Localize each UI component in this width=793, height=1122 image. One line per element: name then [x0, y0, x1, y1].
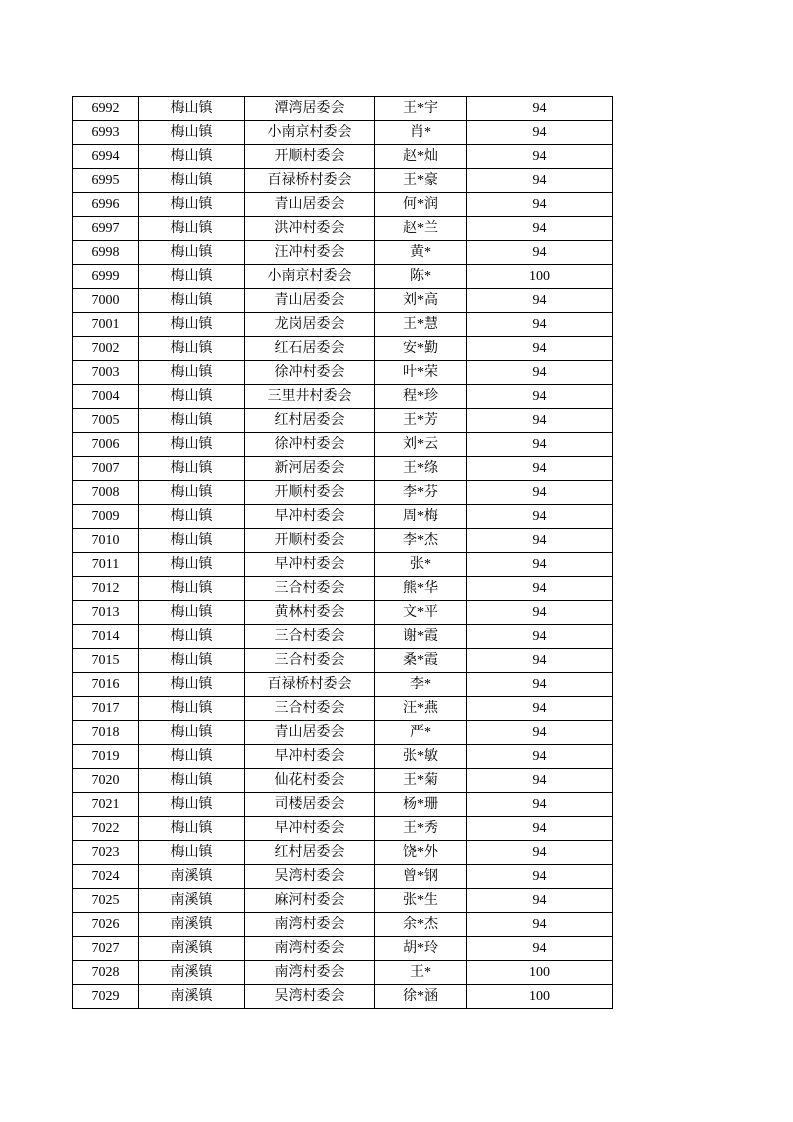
cell-town: 梅山镇 [139, 121, 245, 145]
cell-town: 梅山镇 [139, 289, 245, 313]
cell-score: 94 [467, 433, 613, 457]
cell-village-committee: 三里井村委会 [245, 385, 375, 409]
cell-person-name: 汪*燕 [375, 697, 467, 721]
cell-number: 6993 [73, 121, 139, 145]
table-row [73, 913, 613, 937]
table-row [73, 457, 613, 481]
cell-village-committee: 早冲村委会 [245, 817, 375, 841]
cell-number: 7006 [73, 433, 139, 457]
cell-score: 94 [467, 337, 613, 361]
cell-number: 6994 [73, 145, 139, 169]
cell-town: 梅山镇 [139, 385, 245, 409]
cell-person-name: 王*秀 [375, 817, 467, 841]
cell-town: 梅山镇 [139, 553, 245, 577]
cell-number: 7011 [73, 553, 139, 577]
cell-village-committee: 开顺村委会 [245, 145, 375, 169]
cell-town: 南溪镇 [139, 985, 245, 1009]
cell-town: 梅山镇 [139, 577, 245, 601]
cell-score: 94 [467, 841, 613, 865]
cell-village-committee: 青山居委会 [245, 193, 375, 217]
cell-score: 94 [467, 913, 613, 937]
cell-person-name: 王*菊 [375, 769, 467, 793]
cell-person-name: 肖* [375, 121, 467, 145]
cell-score: 94 [467, 697, 613, 721]
cell-town: 梅山镇 [139, 769, 245, 793]
cell-person-name: 严* [375, 721, 467, 745]
cell-score: 94 [467, 673, 613, 697]
cell-score: 94 [467, 361, 613, 385]
cell-person-name: 张*敏 [375, 745, 467, 769]
cell-score: 94 [467, 385, 613, 409]
table-row [73, 673, 613, 697]
cell-number: 6995 [73, 169, 139, 193]
table-row [73, 145, 613, 169]
cell-town: 梅山镇 [139, 193, 245, 217]
cell-town: 梅山镇 [139, 481, 245, 505]
table-row [73, 313, 613, 337]
cell-town: 梅山镇 [139, 361, 245, 385]
cell-number: 7026 [73, 913, 139, 937]
cell-score: 94 [467, 601, 613, 625]
table-row [73, 841, 613, 865]
cell-score: 94 [467, 241, 613, 265]
cell-village-committee: 青山居委会 [245, 721, 375, 745]
table-row [73, 241, 613, 265]
cell-village-committee: 红村居委会 [245, 841, 375, 865]
cell-person-name: 杨*珊 [375, 793, 467, 817]
cell-score: 94 [467, 553, 613, 577]
cell-town: 梅山镇 [139, 601, 245, 625]
cell-person-name: 徐*涵 [375, 985, 467, 1009]
cell-number: 7016 [73, 673, 139, 697]
cell-village-committee: 吴湾村委会 [245, 985, 375, 1009]
cell-person-name: 黄* [375, 241, 467, 265]
cell-person-name: 王*豪 [375, 169, 467, 193]
cell-town: 梅山镇 [139, 673, 245, 697]
cell-town: 梅山镇 [139, 457, 245, 481]
cell-person-name: 李*芬 [375, 481, 467, 505]
cell-town: 梅山镇 [139, 313, 245, 337]
cell-person-name: 程*珍 [375, 385, 467, 409]
cell-person-name: 王*慧 [375, 313, 467, 337]
cell-town: 梅山镇 [139, 241, 245, 265]
records-table [72, 96, 613, 1009]
cell-number: 7008 [73, 481, 139, 505]
cell-village-committee: 徐冲村委会 [245, 433, 375, 457]
cell-number: 6992 [73, 97, 139, 121]
cell-score: 100 [467, 961, 613, 985]
table-row [73, 385, 613, 409]
cell-number: 7023 [73, 841, 139, 865]
table-row [73, 169, 613, 193]
table-row [73, 481, 613, 505]
cell-town: 梅山镇 [139, 433, 245, 457]
cell-person-name: 李* [375, 673, 467, 697]
table-row [73, 193, 613, 217]
cell-town: 梅山镇 [139, 169, 245, 193]
cell-number: 7012 [73, 577, 139, 601]
cell-score: 94 [467, 721, 613, 745]
cell-number: 7005 [73, 409, 139, 433]
table-row [73, 577, 613, 601]
table-row [73, 889, 613, 913]
cell-score: 94 [467, 529, 613, 553]
cell-village-committee: 麻河村委会 [245, 889, 375, 913]
cell-town: 南溪镇 [139, 913, 245, 937]
cell-number: 7024 [73, 865, 139, 889]
cell-person-name: 叶*荣 [375, 361, 467, 385]
table-row [73, 793, 613, 817]
cell-number: 7025 [73, 889, 139, 913]
cell-number: 7028 [73, 961, 139, 985]
cell-village-committee: 早冲村委会 [245, 505, 375, 529]
table-row [73, 289, 613, 313]
cell-person-name: 张* [375, 553, 467, 577]
cell-score: 94 [467, 289, 613, 313]
cell-number: 7027 [73, 937, 139, 961]
cell-village-committee: 红石居委会 [245, 337, 375, 361]
cell-person-name: 熊*华 [375, 577, 467, 601]
cell-score: 94 [467, 145, 613, 169]
cell-village-committee: 开顺村委会 [245, 481, 375, 505]
cell-town: 梅山镇 [139, 841, 245, 865]
table-body [73, 97, 613, 1009]
cell-number: 7010 [73, 529, 139, 553]
cell-village-committee: 龙岗居委会 [245, 313, 375, 337]
cell-village-committee: 司楼居委会 [245, 793, 375, 817]
table-row [73, 265, 613, 289]
cell-number: 7009 [73, 505, 139, 529]
table-row [73, 649, 613, 673]
cell-town: 梅山镇 [139, 97, 245, 121]
cell-number: 7002 [73, 337, 139, 361]
cell-town: 梅山镇 [139, 529, 245, 553]
cell-score: 94 [467, 121, 613, 145]
cell-person-name: 余*杰 [375, 913, 467, 937]
cell-number: 7007 [73, 457, 139, 481]
table-row [73, 409, 613, 433]
cell-score: 94 [467, 217, 613, 241]
cell-village-committee: 青山居委会 [245, 289, 375, 313]
cell-number: 7019 [73, 745, 139, 769]
cell-person-name: 刘*高 [375, 289, 467, 313]
cell-person-name: 李*杰 [375, 529, 467, 553]
cell-score: 94 [467, 505, 613, 529]
cell-score: 94 [467, 97, 613, 121]
table-row [73, 817, 613, 841]
cell-person-name: 赵*兰 [375, 217, 467, 241]
table-row [73, 721, 613, 745]
cell-number: 7014 [73, 625, 139, 649]
cell-village-committee: 洪冲村委会 [245, 217, 375, 241]
cell-town: 南溪镇 [139, 937, 245, 961]
cell-person-name: 安*勤 [375, 337, 467, 361]
cell-person-name: 桑*霞 [375, 649, 467, 673]
cell-person-name: 王*绦 [375, 457, 467, 481]
table-row [73, 745, 613, 769]
cell-village-committee: 三合村委会 [245, 577, 375, 601]
cell-score: 94 [467, 313, 613, 337]
table-row [73, 601, 613, 625]
cell-number: 7017 [73, 697, 139, 721]
table-row [73, 961, 613, 985]
table-row [73, 865, 613, 889]
cell-score: 94 [467, 457, 613, 481]
cell-village-committee: 新河居委会 [245, 457, 375, 481]
cell-person-name: 王* [375, 961, 467, 985]
cell-number: 6999 [73, 265, 139, 289]
cell-village-committee: 吴湾村委会 [245, 865, 375, 889]
cell-score: 94 [467, 409, 613, 433]
cell-number: 7029 [73, 985, 139, 1009]
cell-town: 梅山镇 [139, 409, 245, 433]
cell-village-committee: 南湾村委会 [245, 961, 375, 985]
table-row [73, 985, 613, 1009]
cell-town: 梅山镇 [139, 505, 245, 529]
cell-person-name: 张*生 [375, 889, 467, 913]
table-row [73, 697, 613, 721]
cell-score: 94 [467, 169, 613, 193]
cell-score: 94 [467, 577, 613, 601]
cell-person-name: 曾*钢 [375, 865, 467, 889]
cell-score: 100 [467, 265, 613, 289]
cell-number: 7000 [73, 289, 139, 313]
cell-village-committee: 百禄桥村委会 [245, 673, 375, 697]
table-row [73, 625, 613, 649]
cell-village-committee: 南湾村委会 [245, 913, 375, 937]
cell-town: 梅山镇 [139, 817, 245, 841]
cell-village-committee: 红村居委会 [245, 409, 375, 433]
cell-score: 94 [467, 889, 613, 913]
cell-number: 7004 [73, 385, 139, 409]
cell-village-committee: 南湾村委会 [245, 937, 375, 961]
cell-score: 94 [467, 193, 613, 217]
cell-town: 梅山镇 [139, 625, 245, 649]
cell-number: 7022 [73, 817, 139, 841]
cell-town: 梅山镇 [139, 649, 245, 673]
cell-town: 梅山镇 [139, 217, 245, 241]
table-row [73, 433, 613, 457]
table-row [73, 97, 613, 121]
cell-person-name: 饶*外 [375, 841, 467, 865]
table-row [73, 769, 613, 793]
cell-number: 7021 [73, 793, 139, 817]
table-row [73, 553, 613, 577]
cell-village-committee: 小南京村委会 [245, 265, 375, 289]
cell-number: 6998 [73, 241, 139, 265]
cell-village-committee: 开顺村委会 [245, 529, 375, 553]
table-row [73, 361, 613, 385]
cell-person-name: 周*梅 [375, 505, 467, 529]
cell-number: 7020 [73, 769, 139, 793]
cell-score: 94 [467, 793, 613, 817]
table-row [73, 217, 613, 241]
cell-person-name: 刘*云 [375, 433, 467, 457]
cell-person-name: 王*芳 [375, 409, 467, 433]
cell-number: 6997 [73, 217, 139, 241]
cell-score: 94 [467, 817, 613, 841]
cell-score: 94 [467, 769, 613, 793]
cell-village-committee: 三合村委会 [245, 649, 375, 673]
cell-village-committee: 汪冲村委会 [245, 241, 375, 265]
cell-village-committee: 潭湾居委会 [245, 97, 375, 121]
cell-village-committee: 早冲村委会 [245, 553, 375, 577]
cell-score: 94 [467, 481, 613, 505]
cell-score: 94 [467, 937, 613, 961]
cell-person-name: 王*宇 [375, 97, 467, 121]
cell-town: 梅山镇 [139, 697, 245, 721]
cell-person-name: 胡*玲 [375, 937, 467, 961]
cell-score: 94 [467, 625, 613, 649]
cell-score: 94 [467, 745, 613, 769]
cell-village-committee: 三合村委会 [245, 697, 375, 721]
cell-town: 南溪镇 [139, 889, 245, 913]
cell-town: 梅山镇 [139, 721, 245, 745]
cell-person-name: 谢*霞 [375, 625, 467, 649]
cell-score: 94 [467, 865, 613, 889]
cell-person-name: 文*平 [375, 601, 467, 625]
cell-person-name: 何*润 [375, 193, 467, 217]
cell-score: 100 [467, 985, 613, 1009]
cell-town: 梅山镇 [139, 337, 245, 361]
cell-village-committee: 徐冲村委会 [245, 361, 375, 385]
cell-village-committee: 小南京村委会 [245, 121, 375, 145]
cell-village-committee: 早冲村委会 [245, 745, 375, 769]
cell-person-name: 陈* [375, 265, 467, 289]
table-row [73, 529, 613, 553]
cell-number: 7015 [73, 649, 139, 673]
table-row [73, 337, 613, 361]
cell-number: 7013 [73, 601, 139, 625]
cell-village-committee: 三合村委会 [245, 625, 375, 649]
cell-number: 6996 [73, 193, 139, 217]
cell-number: 7001 [73, 313, 139, 337]
cell-town: 南溪镇 [139, 865, 245, 889]
cell-village-committee: 黄林村委会 [245, 601, 375, 625]
cell-village-committee: 百禄桥村委会 [245, 169, 375, 193]
cell-person-name: 赵*灿 [375, 145, 467, 169]
cell-town: 梅山镇 [139, 793, 245, 817]
cell-town: 梅山镇 [139, 745, 245, 769]
table-row [73, 505, 613, 529]
cell-town: 南溪镇 [139, 961, 245, 985]
cell-score: 94 [467, 649, 613, 673]
cell-village-committee: 仙花村委会 [245, 769, 375, 793]
table-row [73, 121, 613, 145]
cell-number: 7018 [73, 721, 139, 745]
table-row [73, 937, 613, 961]
cell-number: 7003 [73, 361, 139, 385]
cell-town: 梅山镇 [139, 145, 245, 169]
cell-town: 梅山镇 [139, 265, 245, 289]
